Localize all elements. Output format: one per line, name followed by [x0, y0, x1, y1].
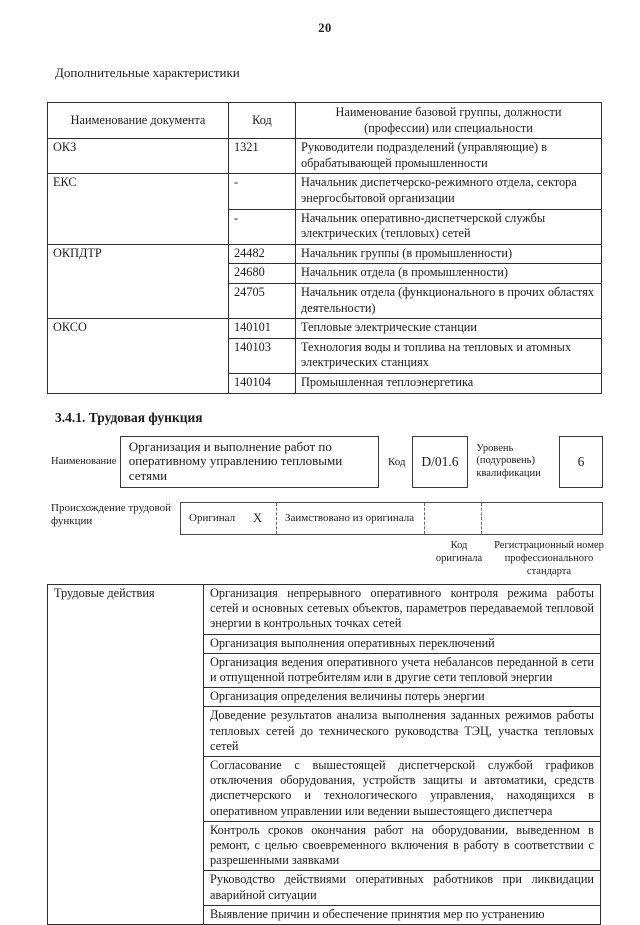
origin-original-label: Оригинал — [189, 512, 236, 525]
table-row — [48, 244, 602, 264]
table-row — [48, 584, 601, 634]
code-cell: 1321 — [229, 139, 296, 174]
action-item: Организация определения величины потерь энергии — [204, 688, 601, 707]
doc-cell: ЕКС — [48, 174, 229, 244]
code-cell: 24482 — [229, 244, 296, 264]
code-label: Код — [387, 455, 406, 468]
name-cell: Начальник диспетчерско-режимного отдела, сектора энергосбытовой организации — [296, 174, 602, 209]
origin-code-cell — [424, 503, 481, 534]
level-value-box: 6 — [559, 436, 603, 488]
code-cell: 140103 — [229, 338, 296, 373]
origin-original-cell — [181, 503, 276, 534]
action-item: Согласование с вышестоящей диспетчерской службой графиков отключения оборудования, устройств защиты и автоматики, средств диспетчерского и технологического управления, находящихся в оперативном управлении или ведении вышестоящего диспетчера — [204, 756, 601, 821]
code-cell: - — [229, 209, 296, 244]
origin-regnum-cell — [481, 503, 602, 534]
actions-label: Трудовые действия — [48, 584, 204, 924]
code-cell: 24680 — [229, 264, 296, 284]
name-label: Наименование — [51, 456, 117, 468]
doc-table-header-name: Наименование базовой группы, должности (профессии) или специальности — [296, 103, 602, 139]
labor-function-heading: 3.4.1. Трудовая функция — [55, 409, 203, 425]
action-item: Выявление причин и обеспечение принятия мер по устранению — [204, 905, 601, 924]
action-item: Организация ведения оперативного учета небалансов переданной в сети и отпущенной потребителям или в другие сети тепловой энергии — [204, 653, 601, 687]
doc-cell: ОКСО — [48, 319, 229, 393]
origin-row — [47, 502, 603, 535]
action-item: Организация выполнения оперативных переключений — [204, 634, 601, 653]
origin-label: Происхождение трудовой функции — [51, 501, 172, 528]
action-item: Руководство действиями оперативных работников при ликвидации аварийной ситуации — [204, 871, 601, 905]
code-cell: 24705 — [229, 283, 296, 318]
name-value-box: Организация и выполнение работ по оперативному управлению тепловыми сетями — [120, 436, 379, 488]
labor-function-name-row — [47, 436, 603, 488]
action-item: Организация непрерывного оперативного контроля режима работы сетей и основных сетевых объектов, параметров передаваемой тепловой энергии в контрольных точках сетей — [204, 584, 601, 634]
actions-table — [47, 584, 601, 925]
code-cell: 140104 — [229, 373, 296, 393]
doc-table-header-doc: Наименование документа — [48, 103, 229, 139]
name-cell: Тепловые электрические станции — [296, 319, 602, 339]
action-item: Доведение результатов анализа выполнения заданных режимов работы тепловых сетей до технического руководства ТЭЦ, участка тепловых сетей — [204, 707, 601, 757]
name-cell: Начальник оперативно-диспетчерской службы электрических (тепловых) сетей — [296, 209, 602, 244]
origin-code-caption: Код оригинала — [435, 539, 483, 564]
origin-captions — [47, 535, 603, 584]
origin-mark: X — [252, 510, 262, 525]
code-cell: - — [229, 174, 296, 209]
doc-table-header-code: Код — [229, 103, 296, 139]
origin-regnum-caption: Регистрационный номер профессионального стандарта — [494, 539, 604, 577]
level-label: Уровень (подуровень) квалификации — [476, 442, 541, 479]
name-cell: Технология воды и топлива на тепловых и атомных электрических станциях — [296, 338, 602, 373]
doc-cell: ОКПДТР — [48, 244, 229, 318]
name-cell: Начальник отдела (функционального в прочих областях деятельности) — [296, 283, 602, 318]
origin-box — [180, 502, 603, 535]
documents-table — [47, 102, 602, 394]
action-item: Контроль сроков окончания работ на оборудовании, выведенном в ремонт, с целью своевременного включения в работу в соответствии с разрешенными заявками — [204, 821, 601, 871]
doc-cell: ОКЗ — [48, 139, 229, 174]
table-row — [48, 139, 602, 174]
name-cell: Начальник группы (в промышленности) — [296, 244, 602, 264]
doc-table-header-row — [48, 103, 602, 139]
additional-characteristics-title: Дополнительные характеристики — [55, 65, 240, 80]
page-number: 20 — [318, 21, 332, 35]
code-cell: 140101 — [229, 319, 296, 339]
name-cell: Промышленная теплоэнергетика — [296, 373, 602, 393]
origin-borrowed-cell: Заимствовано из оригинала — [276, 503, 424, 534]
name-cell: Начальник отдела (в промышленности) — [296, 264, 602, 284]
table-row — [48, 319, 602, 339]
code-value-box: D/01.6 — [412, 436, 469, 488]
name-cell: Руководители подразделений (управляющие) в обрабатывающей промышленности — [296, 139, 602, 174]
table-row — [48, 174, 602, 209]
